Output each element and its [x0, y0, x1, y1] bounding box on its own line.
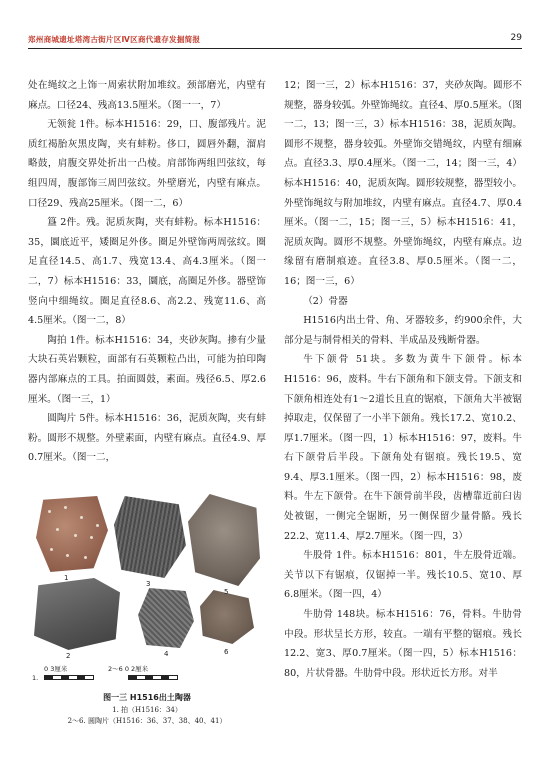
paragraph: 牛下颌骨 51块。多数为黄牛下颌骨。标本H1516：96，废料。牛右下颌角和下颌支骨。下颌支和下颌角相连处有1～2道长且直的锯痕，下颌角大半被锯掉取走，仅保留了一小半下颌角。残长17.2、宽10.2、厚1.7厘米。（图一四，1）标本H1516：97，废料。牛右下颌骨后半段。下颌角处有锯痕。残长19.5、宽9.4、厚3.1厘米。（图一四，2）标本H1516：98，废料。牛左下颌骨。在牛下颌骨前半段，齿槽靠近前臼齿处被锯，一侧完全锯断，另一侧保留少量骨骼。残长22.2、宽11.4、厚2.7厘米。（图一四，3） [284, 354, 522, 542]
paragraph: H1516内出土骨、角、牙器较多，约900余件，大部分是与制骨相关的骨料、半成品及残断骨器。 [284, 315, 522, 346]
paragraph: 无领瓮 1件。标本H1516：29，口、腹部残片。泥质红褐胎灰黑皮陶，夹有蚌粉。侈口，圆唇外翻，溜肩略鼓，肩腹交界处折出一凸棱。肩部饰两组凹弦纹，每组四周，腹部饰三周凹弦纹。外壁磨光，内壁有麻点。口径29、残高25厘米。（图一二，6） [28, 119, 266, 209]
sherd-3-image [114, 496, 186, 578]
scale-right-label: 2～6 0 2厘米 [108, 665, 149, 673]
figure-caption-line: 1. 拍（H1516：34） [112, 706, 182, 714]
sherd-2-image [34, 578, 120, 650]
sherd-1-image [36, 496, 108, 572]
left-column [28, 76, 266, 484]
scale-left-prefix: 1. [32, 674, 39, 682]
paragraph: 12；图一三，2）标本H1516：37，夹砂灰陶。圆形不规整，器身较弧。外壁饰绳纹。直径4、厚0.5厘米。（图一二，13；图一三，3）标本H1516：38，泥质灰陶。圆形不规整，器身较弧。外壁饰交错绳纹，内壁有细麻点。直径3.3、厚0.4厘米。（图一二，14；图一三，4）标本H1516：40，泥质灰陶。圆形较规整，器型较小。外壁饰绳纹与附加堆纹，内壁有麻点。直径4.7、厚0.4厘米。（图一二，15；图一三，5）标本H1516：41，泥质灰陶。圆形不规整。外壁饰绳纹，内壁有麻点。边缘留有磨制痕迹。直径3.8、厚0.5厘米。（图一二，16；图一三，6） [284, 80, 522, 287]
paragraph: 簋 2件。残。泥质灰陶，夹有蚌粉。标本H1516：35，圜底近平，矮圈足外侈。圈足外壁饰两周弦纹。圈足直径14.5、高1.7、残宽13.4、高4.3厘米。（图一二，7）标本H1516：33，圜底，高圈足外侈。器壁饰竖向中细绳纹。圈足直径8.6、高2.2、残宽11.6、高4.5厘米。（图一二，8） [28, 217, 266, 327]
scale-left-label: 0 3厘米 [44, 665, 68, 673]
sherd-label: 4 [164, 650, 169, 658]
sherd-label: 2 [66, 652, 71, 660]
right-column [284, 76, 522, 756]
paragraph: 圆陶片 5件。标本H1516：36，泥质灰陶，夹有蚌粉。圆形不规整。外壁素面，内壁有麻点。直径4.9、厚0.7厘米。（图一二， [28, 413, 266, 464]
sherd-4-image [138, 588, 194, 648]
section-heading: （2）骨器 [303, 295, 348, 307]
figure [28, 492, 266, 740]
sherd-5-image [188, 494, 260, 586]
sherd-6-image [200, 590, 254, 644]
sherd-label: 6 [224, 648, 229, 656]
paragraph: 处在绳纹之上饰一周索状附加堆纹。颈部磨光，内壁有麻点。口径24、残高13.5厘米。（图一一，7） [28, 80, 266, 111]
paragraph: 牛股骨 1件。标本H1516：801，牛左股骨近端。关节以下有锯痕，仅锯掉一半。残长10.5、宽10、厚6.8厘米。（图一四，4） [284, 550, 522, 601]
figure-caption-line: 2～6. 圆陶片（H1516：36、37、38、40、41） [67, 717, 227, 725]
figure-caption-title: 图一三 H1516出土陶器 [103, 693, 191, 702]
header-rule [28, 48, 522, 49]
sherd-label: 3 [146, 580, 151, 588]
page-number: 29 [510, 33, 522, 43]
sherd-label: 1 [64, 574, 69, 582]
header-title: 郑州商城遗址塔湾古街片区Ⅳ区商代遗存发掘简报 [28, 35, 201, 44]
sherd-label: 5 [224, 588, 229, 596]
scale-bar-right [108, 664, 258, 688]
paragraph: 陶拍 1件。标本H1516：34，夹砂灰陶。掺有少量大块石英岩颗粒，面部有石英颗粒凸出，可能为拍印陶器内部麻点的工具。拍面圆鼓，素面。残径6.5、厚2.6厘米。（图一三，1） [28, 334, 266, 405]
paragraph: 牛肋骨 148块。标本H1516：76，骨料。牛肋骨中段。形状呈长方形，较直。一端有平整的锯痕。残长12.2、宽3、厚0.7厘米。（图一四，5）标本H1516：80，片状骨器。牛肋骨中段。形状近长方形。对半 [284, 609, 522, 679]
